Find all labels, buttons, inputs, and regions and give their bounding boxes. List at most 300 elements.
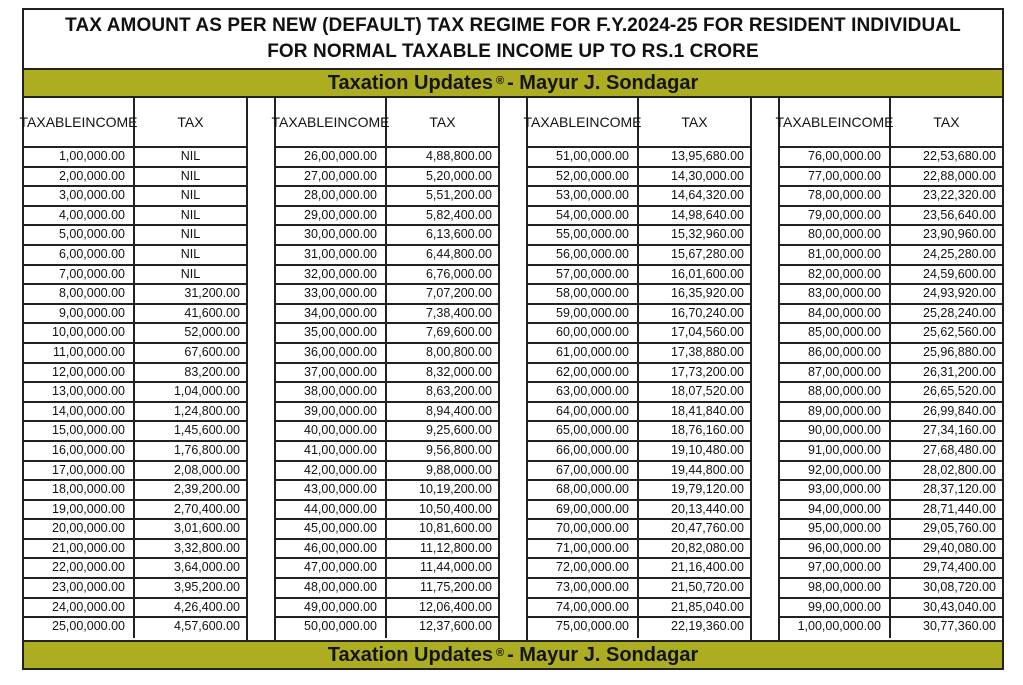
table-row [780, 246, 1002, 266]
tax-amount-cell: 11,75,200.00 [419, 580, 492, 595]
tax-amount-cell: 10,81,600.00 [419, 521, 492, 536]
taxable-income-cell: 7,00,000.00 [24, 266, 135, 284]
tax-amount-cell: 83,200.00 [184, 364, 240, 379]
table-row [528, 422, 750, 442]
table-group-2 [271, 98, 498, 640]
tax-amount-cell: 27,68,480.00 [923, 442, 996, 457]
column-gap [750, 98, 780, 640]
taxable-income-cell: 49,00,000.00 [276, 599, 387, 617]
table-row [276, 383, 498, 403]
taxable-income-cell: 70,00,000.00 [528, 520, 639, 538]
tax-amount-cell: 1,76,800.00 [173, 442, 240, 457]
taxable-income-cell: 9,00,000.00 [24, 305, 135, 323]
tax-amount-cell: 23,56,640.00 [923, 207, 996, 222]
tax-amount-cell: 6,76,000.00 [425, 266, 492, 281]
table-row [24, 599, 246, 619]
taxable-income-cell: 26,00,000.00 [276, 148, 387, 166]
table-row [528, 599, 750, 619]
table-row [528, 344, 750, 364]
taxable-income-cell: 40,00,000.00 [276, 422, 387, 440]
header-taxable-income [271, 98, 390, 146]
table-row [24, 422, 246, 442]
table-row [780, 501, 1002, 521]
header-tax: TAX [933, 114, 960, 130]
tax-amount-cell: 19,10,480.00 [671, 442, 744, 457]
table-row [276, 481, 498, 501]
tax-amount-cell: 14,98,640.00 [671, 207, 744, 222]
tax-amount-cell: 8,32,000.00 [425, 364, 492, 379]
tax-amount-cell: 24,59,600.00 [923, 266, 996, 281]
table-row [528, 540, 750, 560]
taxable-income-cell: 38,00,000.00 [276, 383, 387, 401]
tax-amount-cell: 9,25,600.00 [425, 423, 492, 438]
table-row [24, 442, 246, 462]
taxable-income-cell: 55,00,000.00 [528, 226, 639, 244]
tax-amount-cell: 28,37,120.00 [923, 482, 996, 497]
tax-amount-cell: 8,63,200.00 [425, 384, 492, 399]
taxable-income-cell: 58,00,000.00 [528, 285, 639, 303]
tax-amount-cell: 25,96,880.00 [923, 344, 996, 359]
table-row [528, 442, 750, 462]
table-row [528, 324, 750, 344]
header-row [19, 98, 246, 148]
table-row [24, 501, 246, 521]
table-row [780, 187, 1002, 207]
table-row [780, 266, 1002, 286]
title-line-1: TAX AMOUNT AS PER NEW (DEFAULT) TAX REGIME FOR F.Y.2024-25 FOR RESIDENT INDIVIDUAL [65, 15, 961, 36]
header-label: INCOME [333, 114, 390, 130]
taxable-income-cell: 31,00,000.00 [276, 246, 387, 264]
taxable-income-cell: 50,00,000.00 [276, 618, 387, 638]
table-group-1 [19, 98, 246, 640]
table-row [276, 403, 498, 423]
tax-amount-cell: 18,76,160.00 [671, 423, 744, 438]
taxable-income-cell: 96,00,000.00 [780, 540, 891, 558]
tax-amount-cell: 29,40,080.00 [923, 540, 996, 555]
tax-amount-cell: 3,01,600.00 [173, 521, 240, 536]
table-row [528, 579, 750, 599]
tax-amount-cell: 31,200.00 [184, 286, 240, 301]
table-row [24, 364, 246, 384]
tax-amount-cell: 25,28,240.00 [923, 305, 996, 320]
tax-amount-cell: 23,22,320.00 [923, 188, 996, 203]
table-row [24, 168, 246, 188]
table-row [276, 599, 498, 619]
taxable-income-cell: 95,00,000.00 [780, 520, 891, 538]
tax-amount-cell: 29,74,400.00 [923, 560, 996, 575]
table-row [780, 559, 1002, 579]
tax-amount-cell: 13,95,680.00 [671, 149, 744, 163]
tax-amount-cell: 22,88,000.00 [923, 168, 996, 183]
table-row [780, 403, 1002, 423]
table-row [276, 501, 498, 521]
tax-amount-cell: 5,51,200.00 [425, 188, 492, 203]
top-banner [22, 68, 1004, 98]
tax-amount-cell: 14,64,320.00 [671, 188, 744, 203]
tax-amount-cell: 67,600.00 [184, 344, 240, 359]
table-row [780, 599, 1002, 619]
taxable-income-cell: 2,00,000.00 [24, 168, 135, 186]
taxable-income-cell: 19,00,000.00 [24, 501, 135, 519]
tax-amount-cell: 19,79,120.00 [671, 482, 744, 497]
tax-amount-cell: 4,88,800.00 [425, 149, 492, 163]
taxable-income-cell: 23,00,000.00 [24, 579, 135, 597]
header-row [271, 98, 498, 148]
taxable-income-cell: 62,00,000.00 [528, 364, 639, 382]
taxable-income-cell: 36,00,000.00 [276, 344, 387, 362]
taxable-income-cell: 32,00,000.00 [276, 266, 387, 284]
taxable-income-cell: 79,00,000.00 [780, 207, 891, 225]
tax-amount-cell: 24,25,280.00 [923, 246, 996, 261]
table-row [780, 422, 1002, 442]
tax-amount-cell: 29,05,760.00 [923, 521, 996, 536]
table-row [528, 207, 750, 227]
taxable-income-cell: 72,00,000.00 [528, 559, 639, 577]
table-row [528, 481, 750, 501]
taxable-income-cell: 16,00,000.00 [24, 442, 135, 460]
header-label: INCOME [837, 114, 894, 130]
tax-amount-cell: 25,62,560.00 [923, 325, 996, 340]
table-row [780, 520, 1002, 540]
tax-amount-cell: 7,07,200.00 [425, 286, 492, 301]
tax-amount-cell: 20,82,080.00 [671, 540, 744, 555]
taxable-income-cell: 30,00,000.00 [276, 226, 387, 244]
tax-amount-cell: NIL [180, 188, 201, 203]
tax-amount-cell: 3,32,800.00 [173, 540, 240, 555]
tax-amount-cell: 23,90,960.00 [923, 227, 996, 242]
tax-amount-cell: 22,19,360.00 [671, 619, 744, 634]
tax-amount-cell: 16,01,600.00 [671, 266, 744, 281]
taxable-income-cell: 18,00,000.00 [24, 481, 135, 499]
taxable-income-cell: 39,00,000.00 [276, 403, 387, 421]
taxable-income-cell: 77,00,000.00 [780, 168, 891, 186]
header-taxable-income [523, 98, 642, 146]
taxable-income-cell: 27,00,000.00 [276, 168, 387, 186]
header-row [775, 98, 1002, 148]
table-row [528, 226, 750, 246]
tax-amount-cell: 24,93,920.00 [923, 286, 996, 301]
tax-amount-cell: 8,00,800.00 [425, 344, 492, 359]
taxable-income-cell: 71,00,000.00 [528, 540, 639, 558]
taxable-income-cell: 11,00,000.00 [24, 344, 135, 362]
tax-amount-cell: 20,47,760.00 [671, 521, 744, 536]
tax-amount-cell: 4,57,600.00 [173, 619, 240, 634]
table-row [24, 618, 246, 638]
tax-amount-cell: 6,44,800.00 [425, 246, 492, 261]
taxable-income-cell: 57,00,000.00 [528, 266, 639, 284]
taxable-income-cell: 81,00,000.00 [780, 246, 891, 264]
taxable-income-cell: 6,00,000.00 [24, 246, 135, 264]
taxable-income-cell: 82,00,000.00 [780, 266, 891, 284]
table-row [276, 559, 498, 579]
table-row [276, 226, 498, 246]
tax-amount-cell: 6,13,600.00 [425, 227, 492, 242]
tax-amount-cell: 4,26,400.00 [173, 599, 240, 614]
tax-amount-cell: 28,02,800.00 [923, 462, 996, 477]
table-row [276, 187, 498, 207]
title-line-2: FOR NORMAL TAXABLE INCOME UP TO RS.1 CRORE [267, 41, 759, 62]
table-row [528, 559, 750, 579]
tax-amount-cell: 11,44,000.00 [419, 560, 492, 575]
registered-mark: ® [495, 647, 505, 659]
taxable-income-cell: 67,00,000.00 [528, 462, 639, 480]
table-row [24, 520, 246, 540]
column-gap [246, 98, 276, 640]
table-row [528, 462, 750, 482]
table-group-3 [523, 98, 750, 640]
taxable-income-cell: 78,00,000.00 [780, 187, 891, 205]
taxable-income-cell: 13,00,000.00 [24, 383, 135, 401]
taxable-income-cell: 17,00,000.00 [24, 462, 135, 480]
taxable-income-cell: 3,00,000.00 [24, 187, 135, 205]
tax-amount-cell: 9,56,800.00 [425, 442, 492, 457]
tax-amount-cell: 2,39,200.00 [173, 482, 240, 497]
taxable-income-cell: 28,00,000.00 [276, 187, 387, 205]
header-taxable-income [775, 98, 894, 146]
tax-amount-cell: 20,13,440.00 [671, 501, 744, 516]
taxable-income-cell: 93,00,000.00 [780, 481, 891, 499]
bottom-banner [22, 640, 1004, 670]
taxable-income-cell: 5,00,000.00 [24, 226, 135, 244]
table-row [24, 403, 246, 423]
tax-amount-cell: NIL [180, 207, 201, 222]
taxable-income-cell: 56,00,000.00 [528, 246, 639, 264]
taxable-income-cell: 90,00,000.00 [780, 422, 891, 440]
taxable-income-cell: 86,00,000.00 [780, 344, 891, 362]
table-row [780, 344, 1002, 364]
table-row [276, 246, 498, 266]
taxable-income-cell: 24,00,000.00 [24, 599, 135, 617]
banner-author: - Mayur J. Sondagar [507, 643, 699, 666]
tax-amount-cell: 27,34,160.00 [923, 423, 996, 438]
tax-amount-cell: 3,95,200.00 [173, 580, 240, 595]
header-taxable-income [19, 98, 138, 146]
taxable-income-cell: 46,00,000.00 [276, 540, 387, 558]
table-row [528, 520, 750, 540]
taxable-income-cell: 60,00,000.00 [528, 324, 639, 342]
taxable-income-cell: 64,00,000.00 [528, 403, 639, 421]
taxable-income-cell: 45,00,000.00 [276, 520, 387, 538]
table-row [528, 618, 750, 638]
table-row [276, 324, 498, 344]
table-row [24, 383, 246, 403]
table-row [780, 540, 1002, 560]
tax-amount-cell: 21,85,040.00 [671, 599, 744, 614]
table-row [276, 266, 498, 286]
table-row [276, 422, 498, 442]
tax-amount-cell: 16,70,240.00 [671, 305, 744, 320]
tax-amount-cell: 2,70,400.00 [173, 501, 240, 516]
table-row [24, 540, 246, 560]
tax-amount-cell: 22,53,680.00 [923, 149, 996, 163]
table-row [780, 305, 1002, 325]
table-row [528, 246, 750, 266]
table-row [24, 246, 246, 266]
registered-mark: ® [495, 75, 505, 87]
tax-amount-cell: 30,77,360.00 [923, 619, 996, 634]
header-label: TAXABLE [19, 114, 82, 130]
taxable-income-cell: 15,00,000.00 [24, 422, 135, 440]
table-row [780, 579, 1002, 599]
taxable-income-cell: 25,00,000.00 [24, 618, 135, 638]
table-row [780, 383, 1002, 403]
taxable-income-cell: 41,00,000.00 [276, 442, 387, 460]
table-row [24, 324, 246, 344]
taxable-income-cell: 22,00,000.00 [24, 559, 135, 577]
header-label: INCOME [585, 114, 642, 130]
table-row [24, 266, 246, 286]
taxable-income-cell: 83,00,000.00 [780, 285, 891, 303]
table-row [276, 285, 498, 305]
taxable-income-cell: 54,00,000.00 [528, 207, 639, 225]
table-group-4 [775, 98, 1002, 640]
table-row [24, 462, 246, 482]
table-row [24, 579, 246, 599]
table-row [780, 481, 1002, 501]
table-row [780, 285, 1002, 305]
tax-amount-cell: 8,94,400.00 [425, 403, 492, 418]
tax-table-sheet [19, 8, 1004, 670]
tax-amount-cell: 18,41,840.00 [671, 403, 744, 418]
tax-amount-cell: 5,82,400.00 [425, 207, 492, 222]
tax-amount-cell: 19,44,800.00 [671, 462, 744, 477]
taxable-income-cell: 8,00,000.00 [24, 285, 135, 303]
tax-amount-cell: 30,08,720.00 [923, 580, 996, 595]
taxable-income-cell: 63,00,000.00 [528, 383, 639, 401]
table-row [780, 442, 1002, 462]
tax-amount-cell: 12,06,400.00 [419, 599, 492, 614]
taxable-income-cell: 84,00,000.00 [780, 305, 891, 323]
tax-amount-cell: 16,35,920.00 [671, 286, 744, 301]
banner-brand: Taxation Updates [327, 71, 493, 94]
taxable-income-cell: 29,00,000.00 [276, 207, 387, 225]
tax-amount-cell: 17,04,560.00 [671, 325, 744, 340]
taxable-income-cell: 88,00,000.00 [780, 383, 891, 401]
title-box [22, 8, 1004, 68]
taxable-income-cell: 35,00,000.00 [276, 324, 387, 342]
table-row [276, 520, 498, 540]
taxable-income-cell: 48,00,000.00 [276, 579, 387, 597]
taxable-income-cell: 94,00,000.00 [780, 501, 891, 519]
header-row [523, 98, 750, 148]
table-row [276, 305, 498, 325]
taxable-income-cell: 10,00,000.00 [24, 324, 135, 342]
table-row [24, 344, 246, 364]
table-row [24, 285, 246, 305]
tax-amount-cell: 11,12,800.00 [419, 540, 492, 555]
table-row [528, 187, 750, 207]
taxable-income-cell: 61,00,000.00 [528, 344, 639, 362]
table-row [528, 501, 750, 521]
table-row [24, 226, 246, 246]
tax-amount-cell: 26,31,200.00 [923, 364, 996, 379]
taxable-income-cell: 85,00,000.00 [780, 324, 891, 342]
tax-amount-cell: 26,99,840.00 [923, 403, 996, 418]
table-row [780, 168, 1002, 188]
taxable-income-cell: 98,00,000.00 [780, 579, 891, 597]
taxable-income-cell: 76,00,000.00 [780, 148, 891, 166]
tax-amount-cell: 10,50,400.00 [419, 501, 492, 516]
table-row [24, 305, 246, 325]
table-row [780, 364, 1002, 384]
table-row [528, 168, 750, 188]
tax-amount-cell: 52,000.00 [184, 325, 240, 340]
table-row [24, 559, 246, 579]
table-row [780, 226, 1002, 246]
table-row [276, 207, 498, 227]
tax-amount-cell: 9,88,000.00 [425, 462, 492, 477]
table-row [276, 540, 498, 560]
tax-amount-cell: 21,50,720.00 [671, 580, 744, 595]
tax-amount-cell: 1,24,800.00 [173, 403, 240, 418]
tax-amount-cell: 28,71,440.00 [923, 501, 996, 516]
taxable-income-cell: 92,00,000.00 [780, 462, 891, 480]
tax-amount-cell: 17,73,200.00 [671, 364, 744, 379]
table-row [276, 364, 498, 384]
tax-amount-cell: 14,30,000.00 [671, 168, 744, 183]
taxable-income-cell: 75,00,000.00 [528, 618, 639, 638]
banner-brand: Taxation Updates [327, 643, 493, 666]
table-row [528, 305, 750, 325]
tax-amount-cell: 21,16,400.00 [671, 560, 744, 575]
table-row [276, 618, 498, 638]
taxable-income-cell: 1,00,00,000.00 [780, 618, 891, 638]
tax-amount-cell: 41,600.00 [184, 305, 240, 320]
table-row [24, 481, 246, 501]
header-tax: TAX [681, 114, 708, 130]
table-row [276, 168, 498, 188]
table-row [528, 403, 750, 423]
tax-amount-cell: 1,04,000.00 [173, 384, 240, 399]
table-row [24, 207, 246, 227]
tax-amount-cell: 10,19,200.00 [419, 482, 492, 497]
table-row [276, 344, 498, 364]
taxable-income-cell: 65,00,000.00 [528, 422, 639, 440]
taxable-income-cell: 59,00,000.00 [528, 305, 639, 323]
tax-amount-cell: 15,32,960.00 [671, 227, 744, 242]
table-row [780, 462, 1002, 482]
header-tax: TAX [429, 114, 456, 130]
tax-amount-cell: NIL [180, 227, 201, 242]
taxable-income-cell: 44,00,000.00 [276, 501, 387, 519]
tax-amount-cell: 5,20,000.00 [425, 168, 492, 183]
taxable-income-cell: 14,00,000.00 [24, 403, 135, 421]
tax-amount-cell: 12,37,600.00 [419, 619, 492, 634]
taxable-income-cell: 68,00,000.00 [528, 481, 639, 499]
tax-grid [19, 98, 1004, 640]
table-row [528, 148, 750, 168]
taxable-income-cell: 51,00,000.00 [528, 148, 639, 166]
table-row [780, 207, 1002, 227]
table-row [528, 364, 750, 384]
table-row [276, 148, 498, 168]
banner-author: - Mayur J. Sondagar [507, 71, 699, 94]
tax-amount-cell: 18,07,520.00 [671, 384, 744, 399]
table-row [780, 324, 1002, 344]
taxable-income-cell: 1,00,000.00 [24, 148, 135, 166]
tax-amount-cell: NIL [180, 168, 201, 183]
taxable-income-cell: 34,00,000.00 [276, 305, 387, 323]
tax-amount-cell: 7,38,400.00 [425, 305, 492, 320]
taxable-income-cell: 20,00,000.00 [24, 520, 135, 538]
taxable-income-cell: 47,00,000.00 [276, 559, 387, 577]
taxable-income-cell: 74,00,000.00 [528, 599, 639, 617]
table-row [276, 442, 498, 462]
table-row [24, 187, 246, 207]
taxable-income-cell: 69,00,000.00 [528, 501, 639, 519]
taxable-income-cell: 4,00,000.00 [24, 207, 135, 225]
taxable-income-cell: 21,00,000.00 [24, 540, 135, 558]
